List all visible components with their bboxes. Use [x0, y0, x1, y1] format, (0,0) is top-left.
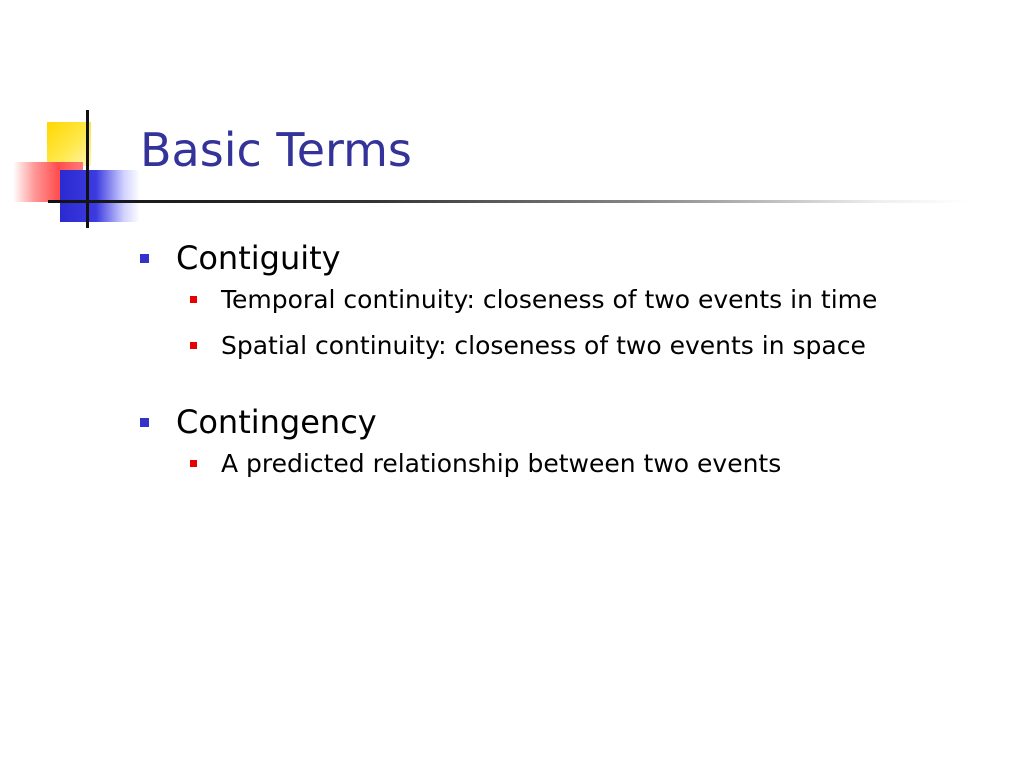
- sub-bullet-text: Spatial continuity: closeness of two events in space: [221, 331, 866, 360]
- red-square-bullet-icon: [190, 342, 197, 349]
- yellow-square-decoration: [47, 122, 91, 166]
- bullet-text: Contingency: [176, 403, 377, 441]
- sub-bullet-item: [176, 282, 968, 318]
- sub-bullet-text: A predicted relationship between two events: [221, 449, 782, 478]
- bullet-group-contingency: [138, 400, 968, 482]
- sub-bullet-item: [176, 446, 968, 482]
- blue-square-decoration: [60, 170, 140, 222]
- title-underline: [48, 200, 968, 203]
- bullet-text: Contiguity: [176, 239, 341, 277]
- red-square-bullet-icon: [190, 460, 197, 467]
- vertical-line-decoration: [86, 110, 89, 228]
- bullet-group-contiguity: [138, 236, 968, 364]
- blue-square-bullet-icon: [140, 418, 149, 427]
- red-square-bullet-icon: [190, 296, 197, 303]
- blue-square-bullet-icon: [140, 254, 149, 263]
- bullet-item: [138, 400, 968, 444]
- sub-bullet-list: [138, 446, 968, 482]
- slide-title: Basic Terms: [140, 123, 412, 177]
- bullet-item: [138, 236, 968, 280]
- sub-bullet-list: [138, 282, 968, 364]
- sub-bullet-item: [176, 328, 968, 364]
- sub-bullet-text: Temporal continuity: closeness of two events in time: [221, 285, 878, 314]
- slide-body: [138, 236, 968, 492]
